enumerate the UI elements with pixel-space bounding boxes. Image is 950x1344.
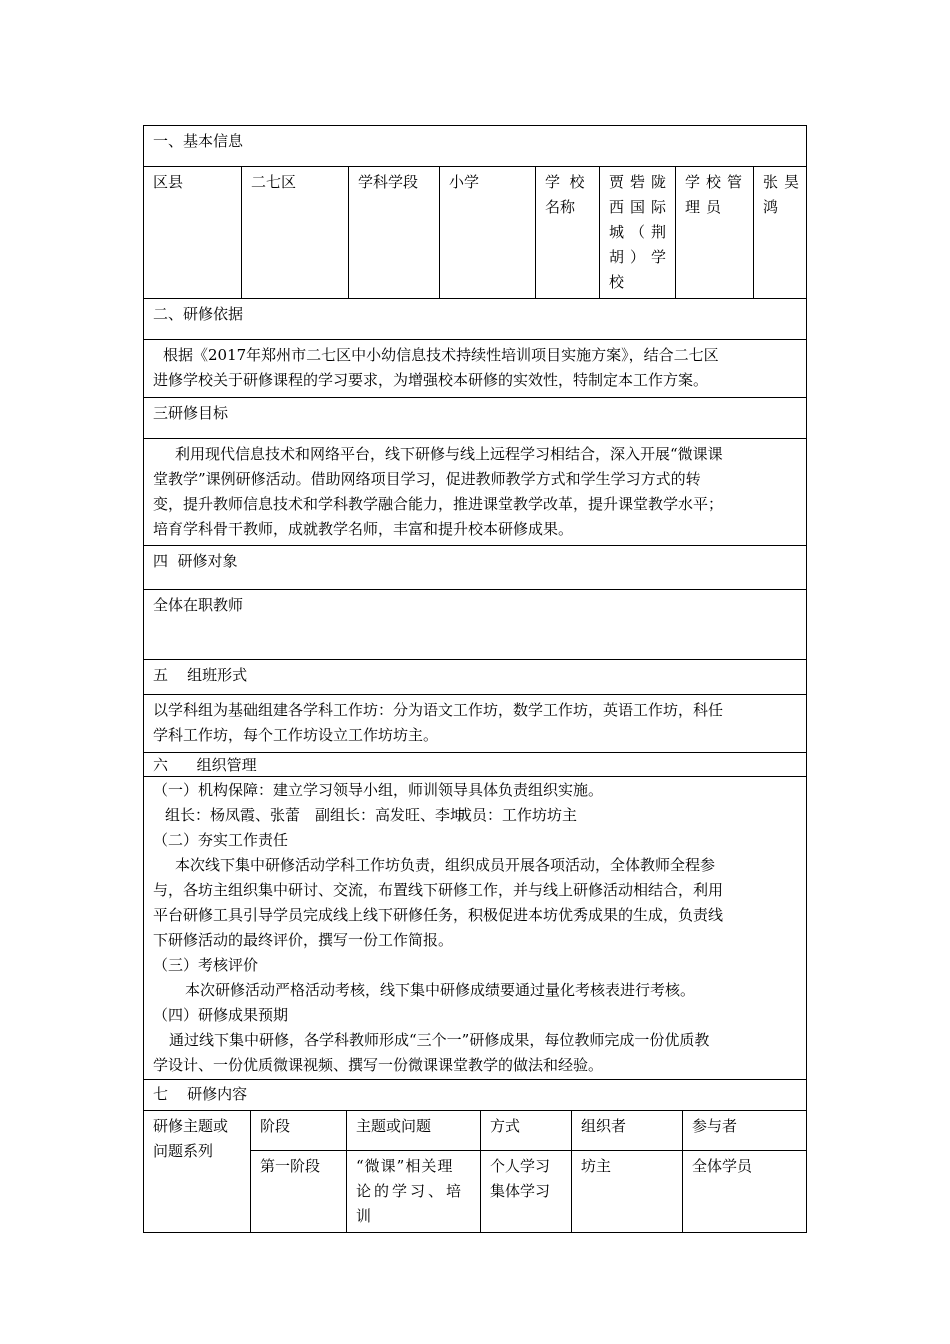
management-m1-title: （一）机构保障：建立学习领导小组，师训领导具体负责组织实施。	[153, 781, 604, 799]
county-value: 二七区	[242, 167, 349, 299]
class-form-line: 以学科组为基础组建各学科工作坊：分为语文工作坊，数学工作坊，英语工作坊，科任	[153, 701, 724, 719]
subject-label: 学科学段	[349, 167, 440, 299]
row1-topic-line: “微课”相关理	[356, 1157, 454, 1175]
management-members	[153, 803, 798, 828]
row1-topic-line: 论的学习、培	[356, 1182, 465, 1200]
management-m2-line: 下研修活动的最终评价，撰写一份工作简报。	[153, 931, 454, 949]
row1-method-line: 集体学习	[490, 1182, 551, 1200]
admin-label-line: 理员	[685, 198, 728, 216]
basis-line: 进修学校关于研修课程的学习要求，为增强校本研修的实效性，特制定本工作方案。	[153, 371, 709, 389]
plan-table	[143, 125, 807, 1111]
row1-participant: 全体学员	[683, 1151, 807, 1233]
member-text: 成员：工作坊坊主	[457, 806, 578, 824]
management-text	[144, 777, 807, 1080]
row1-organizer: 坊主	[572, 1151, 683, 1233]
county-label: 区县	[144, 167, 242, 299]
subject-value: 小学	[440, 167, 536, 299]
basis-line: 根据《2017年郑州市二七区中小幼信息技术持续性培训项目实施方案》，结合二七区	[163, 346, 719, 364]
topic-series-label-line: 研修主题或	[153, 1117, 229, 1135]
school-value-line: 城（荆	[609, 223, 673, 241]
row1-method-line: 个人学习	[490, 1157, 551, 1175]
admin-label-line: 学校管	[685, 173, 749, 191]
management-m4-line: 通过线下集中研修，各学科教师形成“三个一”研修成果，每位教师完成一份优质教	[169, 1031, 710, 1049]
topic-series-label	[144, 1111, 251, 1233]
col-topic: 主题或问题	[347, 1111, 481, 1151]
management-m3-line: 本次研修活动严格活动考核，线下集中研修成绩要通过量化考核表进行考核。	[185, 981, 696, 999]
section-basis: 二、研修依据	[144, 299, 807, 340]
class-form-line: 学科工作坊，每个工作坊设立工作坊坊主。	[153, 726, 439, 744]
school-value	[600, 167, 676, 299]
management-m2-title: （二）夯实工作责任	[153, 831, 289, 849]
management-m2-line: 本次线下集中研修活动学科工作坊负责，组织成员开展各项活动，全体教师全程参	[175, 856, 716, 874]
management-m2-line: 平台研修工具引导学员完成线上线下研修任务，积极促进本坊优秀成果的生成，负责线	[153, 906, 724, 924]
school-value-line: 贾砦陇	[609, 173, 673, 191]
section-target: 四 研修对象	[144, 546, 807, 590]
management-m4-title: （四）研修成果预期	[153, 1006, 289, 1024]
row1-topic	[347, 1151, 481, 1233]
row1-method	[481, 1151, 572, 1233]
management-m2-line: 与，各坊主组织集中研讨、交流，布置线下研修工作，并与线上研修活动相结合，利用	[153, 881, 724, 899]
goal-text	[144, 439, 807, 546]
col-method: 方式	[481, 1111, 572, 1151]
deputy-text: 副组长：高发旺、李坤	[315, 806, 466, 824]
section-management: 六 组织管理	[144, 753, 807, 777]
col-organizer: 组织者	[572, 1111, 683, 1151]
class-form-text	[144, 695, 807, 753]
school-value-line: 西国际	[609, 198, 673, 216]
col-participant: 参与者	[683, 1111, 807, 1151]
goal-line: 培育学科骨干教师，成就教学名师，丰富和提升校本研修成果。	[153, 520, 574, 538]
section-content: 七 研修内容	[144, 1080, 807, 1111]
management-m3-title: （三）考核评价	[153, 956, 259, 974]
school-value-line: 校	[609, 273, 631, 291]
row1-topic-line: 训	[356, 1207, 372, 1225]
document-page	[143, 125, 806, 1233]
col-stage: 阶段	[251, 1111, 347, 1151]
admin-label	[676, 167, 754, 299]
goal-line: 利用现代信息技术和网络平台，线下研修与线上远程学习相结合，深入开展“微课课	[175, 445, 723, 463]
school-label-line: 名称	[545, 198, 576, 216]
admin-value-line: 鸿	[763, 198, 785, 216]
leader-text: 组长：杨凤霞、张蕾	[165, 806, 301, 824]
basis-text	[144, 340, 807, 398]
school-value-line: 胡）学	[609, 248, 673, 266]
content-table	[143, 1110, 807, 1233]
section-goal: 三研修目标	[144, 398, 807, 439]
admin-value-line: 张昊	[763, 173, 806, 191]
management-m4-line: 学设计、一份优质微课视频、撰写一份微课课堂教学的做法和经验。	[153, 1056, 604, 1074]
school-label	[536, 167, 600, 299]
goal-line: 变，提升教师信息技术和学科教学融合能力，推进课堂教学改革，提升课堂教学水平；	[153, 495, 724, 513]
section-basic-info: 一、基本信息	[144, 126, 807, 167]
topic-series-label-line: 问题系列	[153, 1142, 214, 1160]
target-text: 全体在职教师	[144, 590, 807, 660]
admin-value	[754, 167, 807, 299]
school-label-line: 学 校	[545, 173, 585, 191]
goal-line: 堂教学”课例研修活动。借助网络项目学习，促进教师教学方式和学生学习方式的转	[153, 470, 701, 488]
section-class-form: 五 组班形式	[144, 660, 807, 695]
row1-stage: 第一阶段	[251, 1151, 347, 1233]
